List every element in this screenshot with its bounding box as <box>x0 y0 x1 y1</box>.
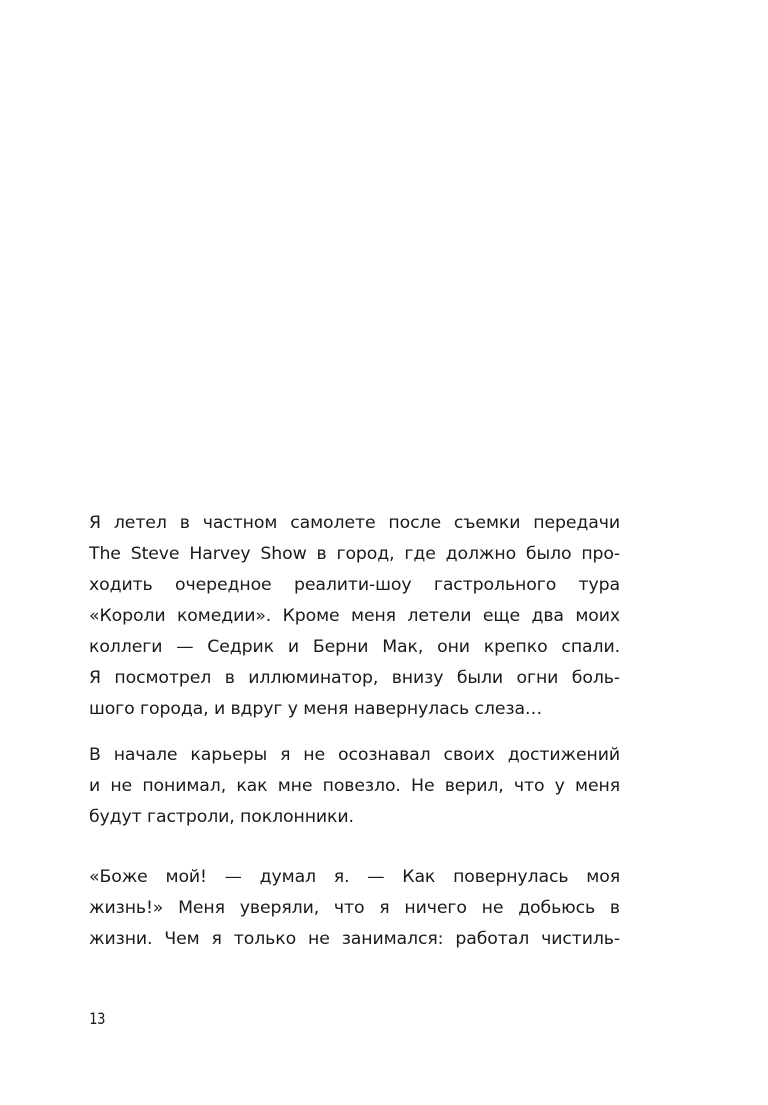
text-line: The Steve Harvey Show в город, где должно было про- <box>89 544 620 564</box>
text-line: шого города, и вдруг у меня навернулась слеза… <box>89 699 543 719</box>
text-line: Я посмотрел в иллюминатор, внизу были огни боль- <box>89 668 620 688</box>
text-line: жизни. Чем я только не занимался: работал чистиль- <box>89 929 620 949</box>
text-line: будут гастроли, поклонники. <box>89 807 354 827</box>
paragraph-2 <box>89 740 620 833</box>
text-line: ходить очередное реалити-шоу гастрольного тура <box>89 575 620 595</box>
text-line: и не понимал, как мне повезло. Не верил, что у меня <box>89 776 620 796</box>
text-line: Я летел в частном самолете после съемки передачи <box>89 513 620 533</box>
text-line: жизнь!» Меня уверяли, что я ничего не добьюсь в <box>89 898 620 918</box>
text-line: В начале карьеры я не осознавал своих достижений <box>89 745 620 765</box>
page-number: 13 <box>89 1009 106 1028</box>
text-line: «Короли комедии». Кроме меня летели еще два моих <box>89 606 620 626</box>
paragraph-3 <box>89 862 620 955</box>
text-line: «Боже мой! — думал я. — Как повернулась моя <box>89 867 620 887</box>
paragraph-1 <box>89 508 620 725</box>
text-line: коллеги — Седрик и Берни Мак, они крепко спали. <box>89 637 620 657</box>
